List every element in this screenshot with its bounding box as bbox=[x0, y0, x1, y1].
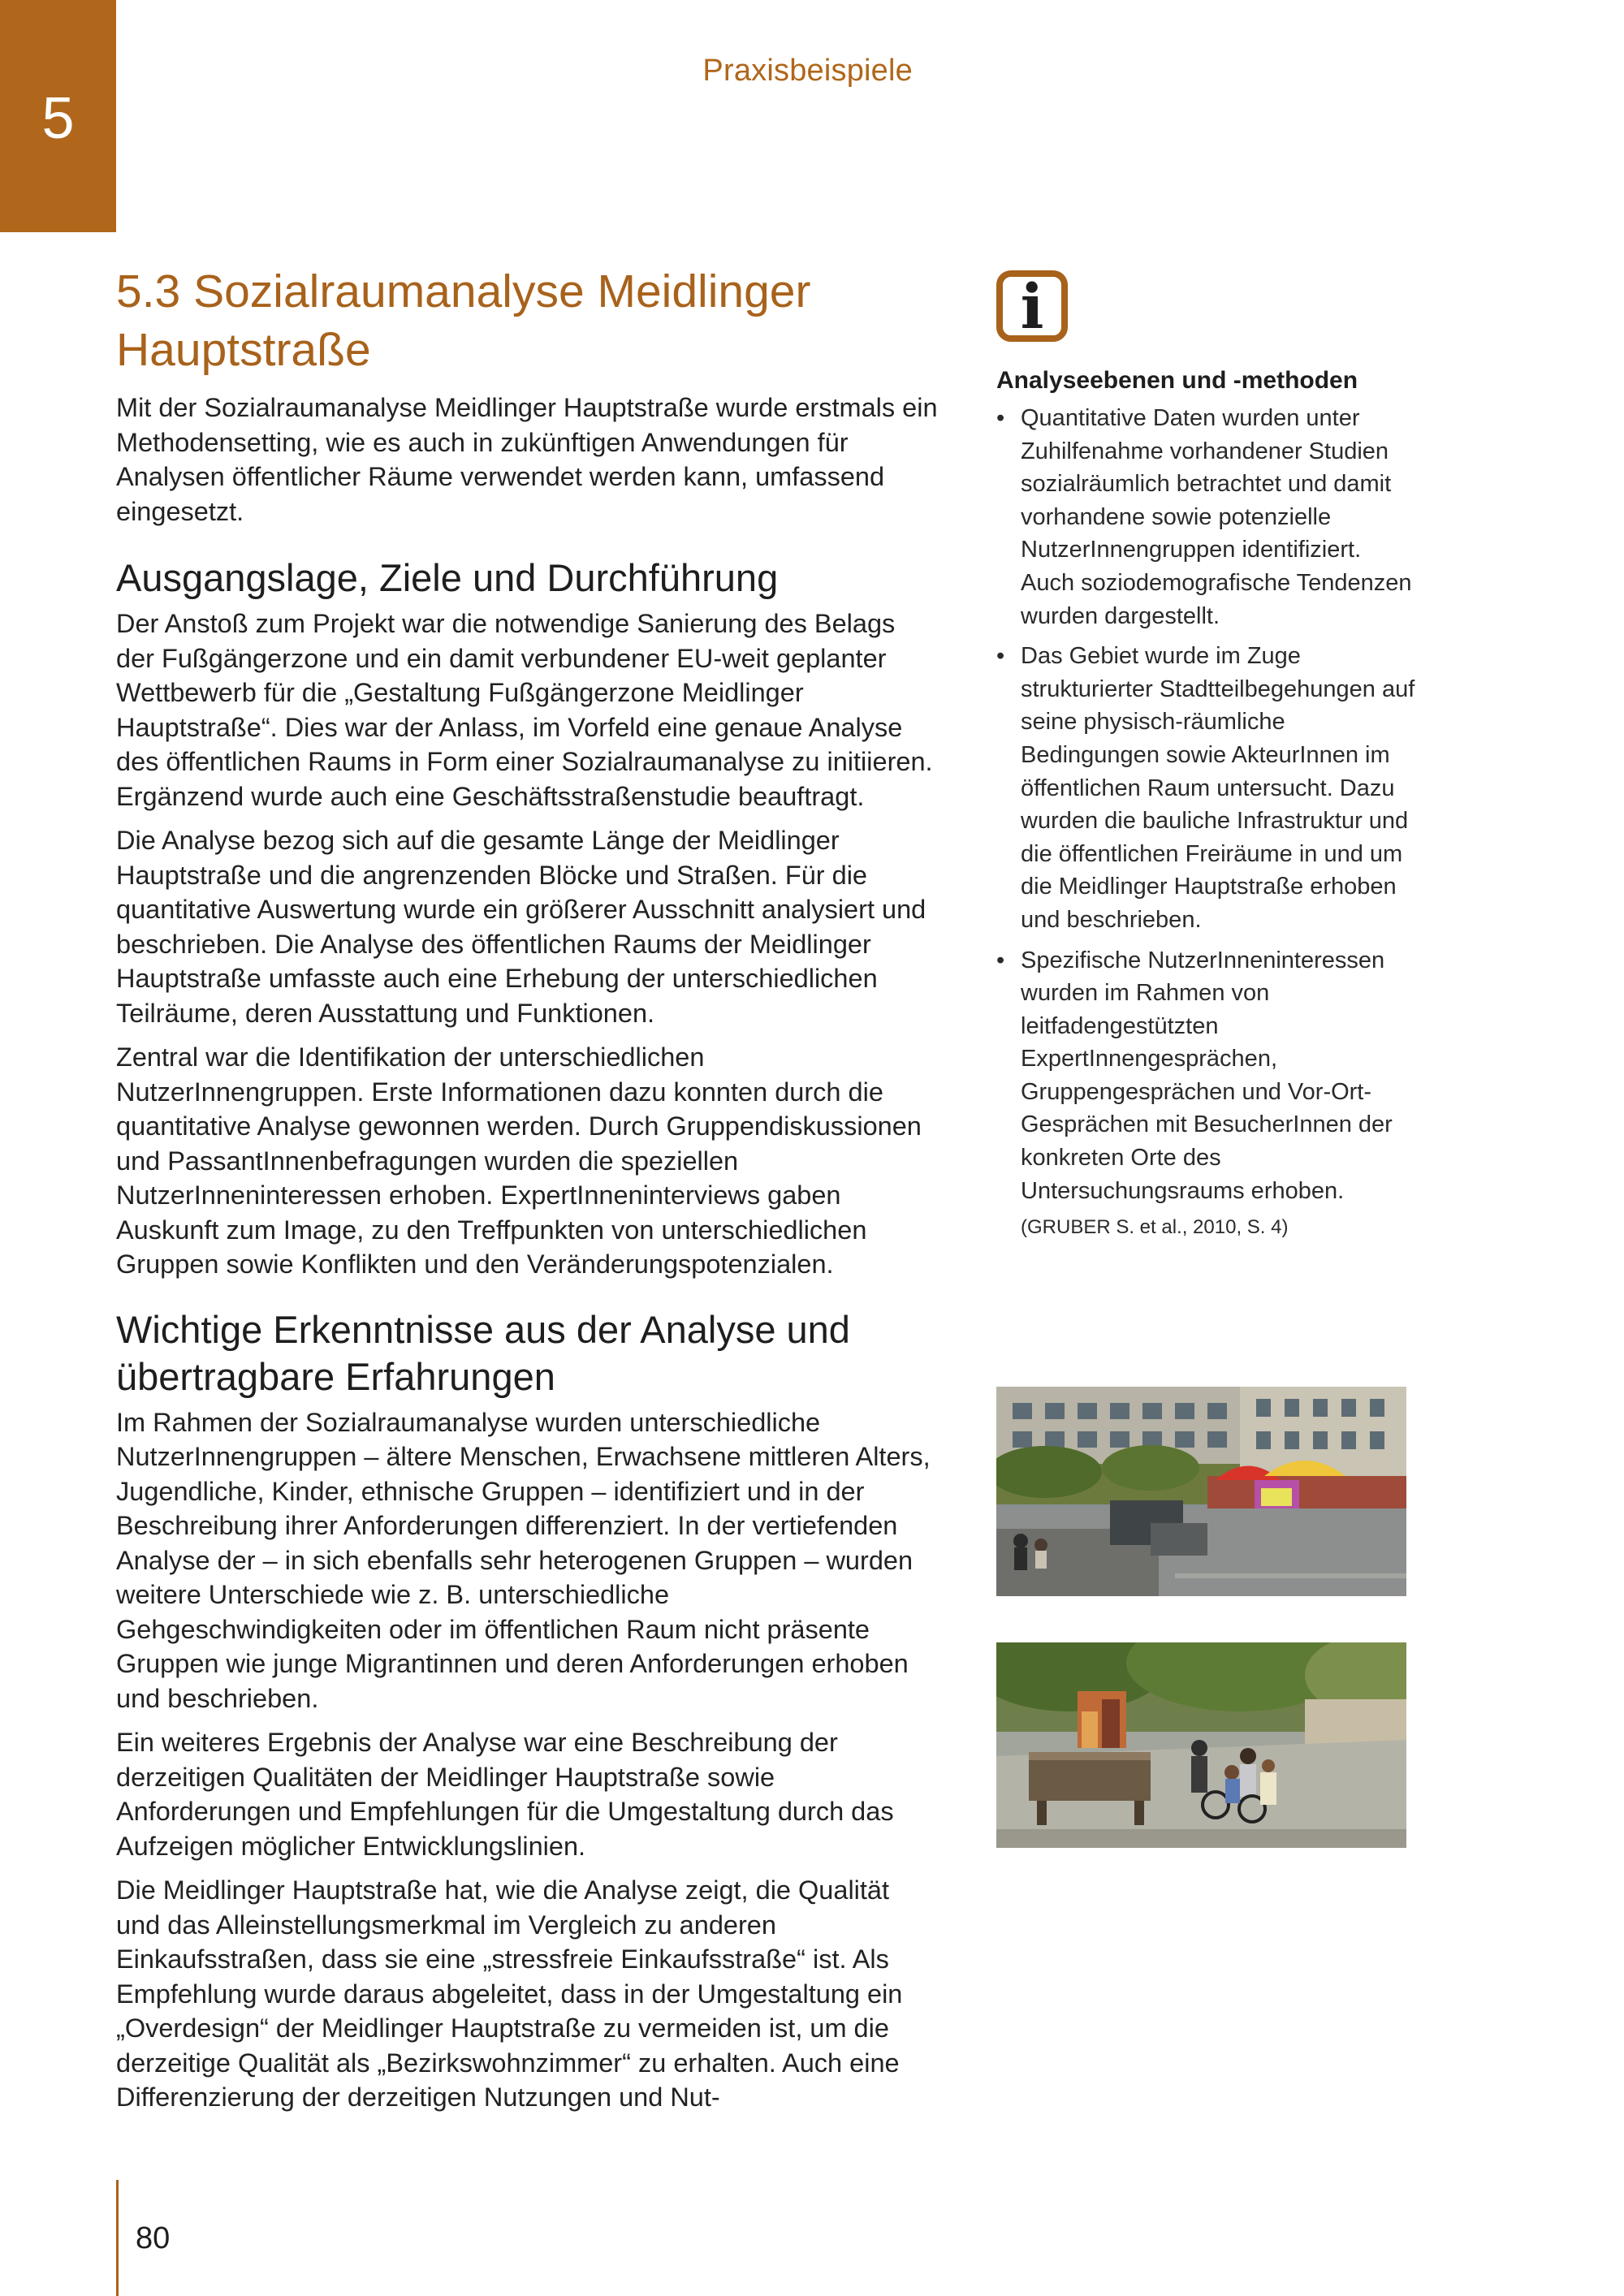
photo-square-market-stand bbox=[996, 1387, 1406, 1596]
page-number: 80 bbox=[136, 2221, 171, 2255]
paragraph: Ein weiteres Ergebnis der Analyse war eine Beschreibung der derzeitigen Qualitäten der Meidlinger Hauptstraße sowie Anforderungen und Empfehlungen für die Umgestaltung durch das Aufzeigen möglicher Entwicklungslinien. bbox=[116, 1728, 894, 1861]
heading-ausgangslage: Ausgangslage, Ziele und Durchführung bbox=[116, 556, 779, 599]
info-box bbox=[996, 270, 1419, 1241]
paragraph: Die Analyse bezog sich auf die gesamte Länge der Meidlinger Hauptstraße und die angrenzenden Blöcke und Straßen. Für die quantitative Auswertung wurde ein größerer Ausschnitt analysiert und beschrieben. Die Analyse des öffentlichen Raums der Meidlinger Hauptstraße umfasste auch eine Erhebung der unterschiedlichen Teilräume, deren Ausstattung und Funktionen. bbox=[116, 826, 926, 1028]
list-item-text: Das Gebiet wurde im Zuge strukturierter Stadtteilbegehungen auf seine physisch-räumliche Bedingungen sowie AkteurInnen im öffentlichen Raum untersucht. Dazu wurden die bauliche Infrastruktur und die öffentlichen Freiräume in und um die Meidlinger Hauptstraße erhoben und beschrieben. bbox=[1021, 643, 1415, 933]
info-box-title: Analyseebenen und -methoden bbox=[996, 367, 1358, 394]
intro-paragraph: Mit der Sozialraumanalyse Meidlinger Hauptstraße wurde erstmals ein Methodensetting, wie es auch in zukünftigen Anwendungen für Analysen öffentlicher Räume verwendet werden kann, umfassend eingesetzt. bbox=[116, 393, 938, 526]
source-citation: (GRUBER S. et al., 2010, S. 4) bbox=[1021, 1216, 1289, 1239]
list-item bbox=[996, 944, 1419, 1208]
heading-erkenntnisse bbox=[116, 1306, 940, 1400]
paragraph: Die Meidlinger Hauptstraße hat, wie die Analyse zeigt, die Qualität und das Alleinstellungsmerkmal im Vergleich zu anderen Einkaufsstraßen, dass sie eine „stressfreie Einkaufsstraße“ ist. Als Empfehlung wurde daraus abgeleitet, dass in der Umgestaltung ein „Overdesign“ der Meidlinger Hauptstraße zu vermeiden ist, um die derzeitige Qualität als „Bezirkswohnzimmer“ zu erhalten. Auch eine Differenzierung der derzeitigen Nutzungen und Nut- bbox=[116, 1875, 903, 2112]
running-head: Praxisbeispiele bbox=[702, 54, 913, 88]
photo-square-graphic bbox=[996, 1387, 1406, 1596]
paragraph: Zentral war die Identifikation der unterschiedlichen NutzerInnengruppen. Erste Informationen dazu konnten durch die quantitative Analyse gewonnen werden. Durch Gruppendiskussionen und PassantInnenbefragungen wurden die speziellen NutzerInneninteressen erhoben. ExpertInneninterviews gaben Auskunft zum Image, zu den Treffpunkten von unterschiedlichen Gruppen sowie Konflikten und den Veränderungspotenzialen. bbox=[116, 1042, 922, 1279]
list-item bbox=[996, 402, 1419, 632]
chapter-number: 5 bbox=[41, 86, 75, 151]
section-title bbox=[116, 262, 940, 379]
list-item bbox=[996, 640, 1419, 936]
paragraph: Der Anstoß zum Projekt war die notwendige Sanierung des Belags der Fußgängerzone und ein damit verbundener EU-weit geplanter Wettbewerb für die „Gestaltung Fußgängerzone Meidlinger Hauptstraße“. Dies war der Anlass, im Vorfeld eine genaue Analyse des öffentlichen Raums in Form einer Sozialraumanalyse zu initiieren. Ergänzend wurde auch eine Geschäftsstraßenstudie beauftragt. bbox=[116, 609, 933, 811]
bullet-icon: • bbox=[996, 405, 1005, 431]
photo-street-graphic bbox=[996, 1642, 1406, 1848]
bullet-icon: • bbox=[996, 947, 1005, 973]
info-box-list bbox=[996, 402, 1419, 1207]
list-item-text: Spezifische NutzerInneninteressen wurden im Rahmen von leitfadengestützten ExpertInnengesprächen, Gruppengesprächen und Vor-Ort-Gesprächen mit BesucherInnen der konkreten Orte des Untersuchungsraums erhoben. bbox=[1021, 947, 1393, 1204]
bullet-icon: • bbox=[996, 643, 1005, 670]
main-column bbox=[116, 262, 940, 2125]
heading-erkenntnisse-line2: übertragbare Erfahrungen bbox=[116, 1354, 555, 1398]
chapter-tab bbox=[0, 0, 116, 232]
list-item-text: Quantitative Daten wurden unter Zuhilfenahme vorhandener Studien sozialräumlich betrachtet und damit vorhandene sowie potenzielle NutzerInnengruppen identifiziert. Auch soziodemografische Tendenzen wurden dargestellt. bbox=[1021, 405, 1412, 629]
heading-erkenntnisse-line1: Wichtige Erkenntnisse aus der Analyse und bbox=[116, 1307, 850, 1351]
info-icon: i bbox=[996, 270, 1068, 342]
section-title-line1: 5.3 Sozialraumanalyse Meidlinger bbox=[116, 265, 811, 317]
folio-rule bbox=[116, 2180, 119, 2296]
photo-pedestrian-street bbox=[996, 1642, 1406, 1848]
section-title-line2: Hauptstraße bbox=[116, 324, 371, 376]
paragraph: Im Rahmen der Sozialraumanalyse wurden unterschiedliche NutzerInnengruppen – ältere Menschen, Erwachsene mittleren Alters, Jugendliche, Kinder, ethnische Gruppen – identifiziert und in der Beschreibung ihrer Anforderungen differenziert. In der vertiefenden Analyse der – in sich ebenfalls sehr heterogenen Gruppen – wurden weitere Unterschiede wie z. B. unterschiedliche Gehgeschwindigkeiten oder im öffentlichen Raum nicht präsente Gruppen wie junge Migrantinnen und deren Anforderungen erhoben und beschrieben. bbox=[116, 1407, 931, 1713]
